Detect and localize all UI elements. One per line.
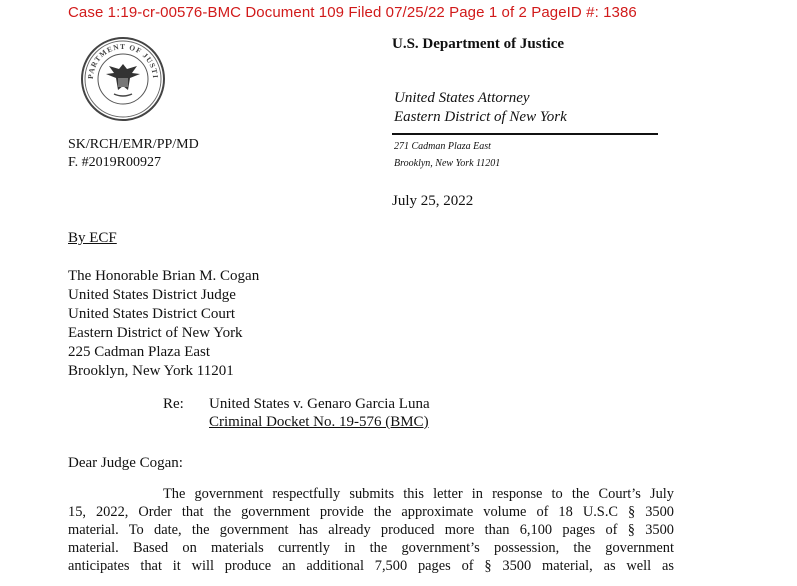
- addressee-line: Brooklyn, New York 11201: [68, 363, 234, 379]
- addressee-line: The Honorable Brian M. Cogan: [68, 268, 260, 284]
- letter-date: July 25, 2022: [392, 193, 474, 209]
- file-number: F. #2019R00927: [68, 155, 162, 170]
- body-line: material. Based on materials currently in the government’s possession, the government: [68, 540, 674, 556]
- addressee-line: Eastern District of New York: [68, 325, 243, 341]
- re-docket-number: Criminal Docket No. 19-576 (BMC): [209, 414, 429, 430]
- case-header-stamp: Case 1:19-cr-00576-BMC Document 109 Filed 07/25/22 Page 1 of 2 PageID #: 1386: [68, 4, 637, 21]
- seal-text: PARTMENT OF JUSTI: [85, 41, 161, 80]
- reference-initials: SK/RCH/EMR/PP/MD: [68, 137, 199, 152]
- body-line: The government respectfully submits this letter in response to the Court’s July: [163, 486, 674, 502]
- office-address-line-2: Brooklyn, New York 11201: [394, 158, 501, 169]
- department-title: U.S. Department of Justice: [392, 36, 565, 52]
- body-line: anticipates that it will produce an additional 7,500 pages of § 3500 material, as well as: [68, 558, 674, 574]
- addressee-line: United States District Court: [68, 306, 236, 322]
- body-line: 15, 2022, Order that the government provide the approximate volume of 18 U.S.C § 3500: [68, 504, 674, 520]
- re-label: Re:: [163, 396, 184, 412]
- office-address-line-1: 271 Cadman Plaza East: [394, 141, 491, 152]
- addressee-line: 225 Cadman Plaza East: [68, 344, 211, 360]
- office-line-1: United States Attorney: [394, 90, 530, 106]
- delivery-method: By ECF: [68, 230, 117, 246]
- salutation: Dear Judge Cogan:: [68, 455, 183, 471]
- body-line: material. To date, the government has already produced more than 6,100 pages of § 3500: [68, 522, 674, 538]
- doj-seal-icon: [80, 36, 166, 122]
- letterhead-divider: [392, 133, 658, 135]
- addressee-line: United States District Judge: [68, 287, 236, 303]
- office-line-2: Eastern District of New York: [394, 109, 567, 125]
- re-case-name: United States v. Genaro Garcia Luna: [209, 396, 430, 412]
